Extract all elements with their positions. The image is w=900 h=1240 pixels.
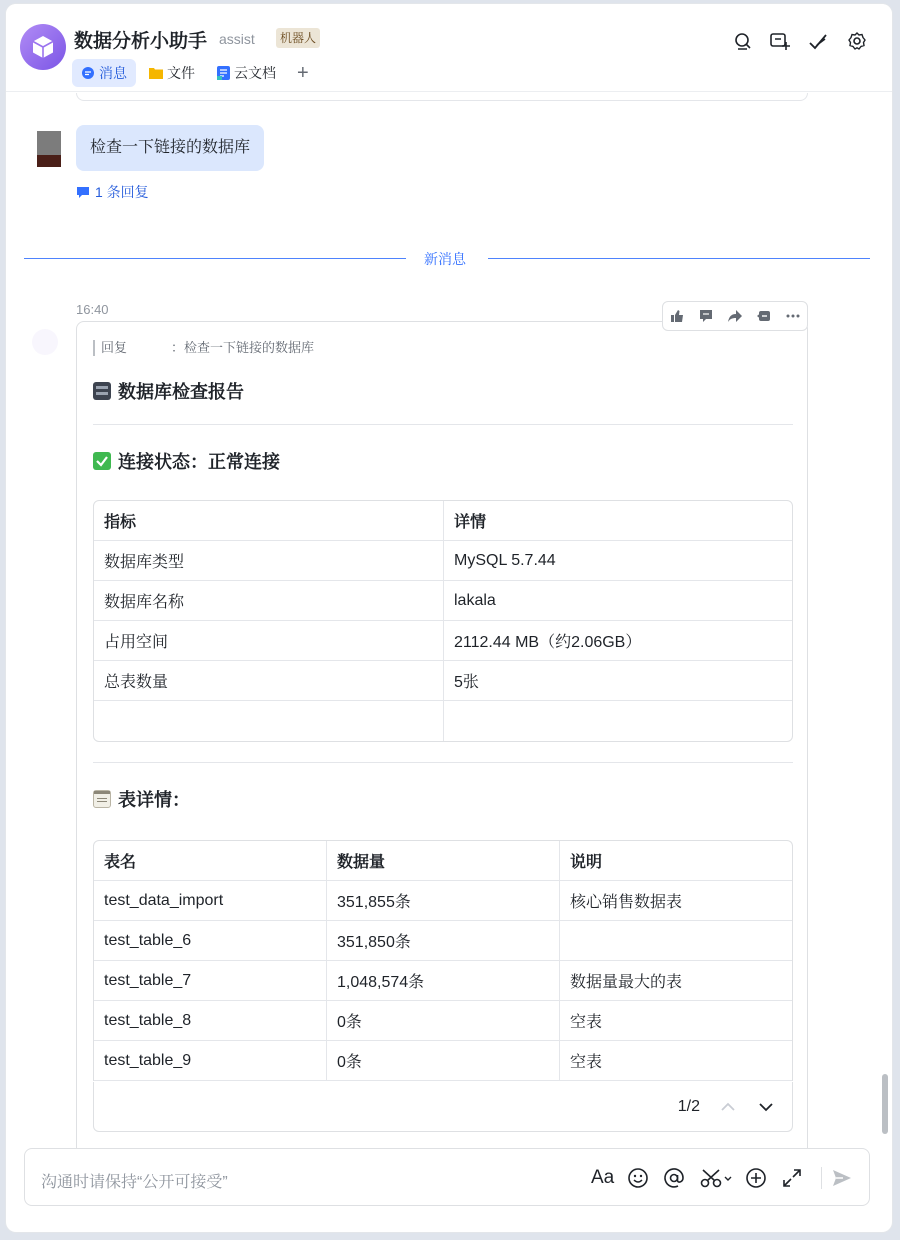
chat-window — [6, 4, 892, 1232]
table-cell: MySQL 5.7.44 — [444, 541, 792, 581]
table-cell: 0条 — [327, 1001, 560, 1041]
table-cell: lakala — [444, 581, 792, 621]
message-input-placeholder[interactable]: 沟通时请保持“公开可接受” — [41, 1174, 228, 1191]
notepad-icon — [93, 790, 111, 808]
table-header-cell: 指标 — [94, 501, 444, 541]
table-cell: test_table_7 — [94, 961, 327, 1001]
table-cell: test_table_6 — [94, 921, 327, 961]
reply-icon — [76, 186, 90, 199]
message-timestamp: 16:40 — [76, 302, 109, 317]
table-cell — [560, 921, 792, 961]
reply-count-text: 1 条回复 — [95, 184, 149, 200]
tab-docs-label: 云文档 — [234, 65, 276, 81]
table-cell: 2112.44 MB（约2.06GB） — [444, 621, 792, 661]
file-cabinet-icon — [93, 382, 111, 400]
table-header-row — [94, 501, 792, 541]
table-row — [94, 541, 792, 581]
table-header-cell: 说明 — [560, 841, 792, 881]
add-member-icon[interactable] — [767, 28, 793, 54]
table-cell: 数据库类型 — [94, 541, 444, 581]
message-composer[interactable] — [24, 1148, 870, 1206]
chat-subtitle: assist — [219, 31, 255, 47]
tables-heading — [93, 786, 190, 812]
chat-tabs — [72, 58, 317, 88]
tab-messages-label: 消息 — [99, 65, 127, 81]
table-cell — [444, 701, 792, 741]
table-row — [94, 621, 792, 661]
message-actions-toolbar — [662, 301, 808, 331]
user-avatar[interactable] — [37, 131, 61, 167]
expand-icon[interactable] — [781, 1165, 803, 1191]
check-mark-icon — [93, 452, 111, 470]
table-cell: test_table_8 — [94, 1001, 327, 1041]
user-message-bubble[interactable]: 检查一下链接的数据库 — [76, 125, 264, 171]
table-row — [94, 1041, 792, 1081]
report-heading-text: 数据库检查报告 — [118, 382, 244, 402]
screenshot-icon[interactable] — [699, 1165, 733, 1191]
pin-icon[interactable] — [805, 28, 831, 54]
bot-message-avatar[interactable] — [32, 329, 58, 355]
report-heading — [93, 378, 244, 404]
tab-docs[interactable] — [208, 59, 285, 87]
message-list — [6, 93, 892, 1148]
table-row — [94, 961, 792, 1001]
format-button[interactable] — [591, 1165, 614, 1191]
table-cell: 数据库名称 — [94, 581, 444, 621]
format-icon: Aa — [591, 1167, 615, 1188]
comment-icon[interactable] — [698, 308, 714, 324]
gear-icon[interactable] — [844, 28, 870, 54]
table-cell: 核心销售数据表 — [560, 881, 792, 921]
new-messages-divider-label: 新消息 — [424, 251, 466, 267]
add-circle-icon[interactable] — [745, 1165, 767, 1191]
table-cell: 1,048,574条 — [327, 961, 560, 1001]
reply-quote-text: ：检查一下链接的数据库 — [171, 340, 315, 355]
table-row — [94, 661, 792, 701]
send-icon[interactable] — [831, 1165, 853, 1191]
reply-quote[interactable] — [93, 340, 314, 356]
table-cell: 空表 — [560, 1001, 792, 1041]
divider — [93, 762, 793, 763]
previous-message-card — [76, 93, 808, 101]
table-cell: 351,855条 — [327, 881, 560, 921]
chevron-up-icon[interactable] — [720, 1100, 736, 1118]
folder-icon — [149, 67, 163, 79]
page-indicator: 1/2 — [677, 1098, 700, 1115]
status-table — [93, 500, 793, 742]
tab-files-label: 文件 — [167, 65, 195, 81]
table-cell: 5张 — [444, 661, 792, 701]
chat-title: 数据分析小助手 — [74, 31, 208, 52]
doc-icon — [217, 66, 230, 80]
table-header-row — [94, 841, 792, 881]
table-row — [94, 581, 792, 621]
reply-quote-prefix: 回复 — [101, 340, 128, 355]
emoji-icon[interactable] — [627, 1165, 649, 1191]
table-header-cell: 表名 — [94, 841, 327, 881]
search-icon[interactable] — [730, 28, 756, 54]
quote-reply-icon[interactable] — [756, 308, 772, 324]
add-tab-button[interactable]: + — [297, 62, 309, 84]
cube-icon — [30, 34, 56, 60]
toolbar-separator — [821, 1167, 822, 1189]
bot-badge: 机器人 — [276, 28, 320, 48]
chat-bubble-icon — [81, 66, 95, 80]
tab-messages[interactable] — [72, 59, 136, 87]
mention-icon[interactable] — [663, 1165, 685, 1191]
new-messages-divider-right — [488, 258, 870, 259]
table-cell: test_data_import — [94, 881, 327, 921]
table-row — [94, 921, 792, 961]
table-header-cell: 数据量 — [327, 841, 560, 881]
table-cell: 占用空间 — [94, 621, 444, 661]
reply-count-link[interactable] — [76, 182, 149, 202]
table-cell: 351,850条 — [327, 921, 560, 961]
table-cell — [94, 701, 444, 741]
more-icon[interactable] — [785, 308, 801, 324]
table-row — [94, 701, 792, 741]
bot-avatar[interactable] — [20, 24, 66, 70]
chevron-down-icon[interactable] — [758, 1100, 774, 1118]
divider — [93, 424, 793, 425]
forward-icon[interactable] — [727, 308, 743, 324]
bot-report-card — [76, 321, 808, 1148]
tables-heading-text: 表详情： — [118, 790, 190, 810]
table-cell: test_table_9 — [94, 1041, 327, 1081]
table-row — [94, 1001, 792, 1041]
thumbs-up-icon[interactable] — [669, 308, 685, 324]
table-cell: 数据量最大的表 — [560, 961, 792, 1001]
tables-table — [93, 840, 793, 1081]
scrollbar-thumb[interactable] — [882, 1074, 888, 1134]
status-heading — [93, 448, 280, 474]
table-cell: 0条 — [327, 1041, 560, 1081]
table-row — [94, 881, 792, 921]
tab-files[interactable] — [140, 59, 204, 87]
table-pager — [93, 1082, 793, 1132]
table-header-cell: 详情 — [444, 501, 792, 541]
status-heading-text: 连接状态：正常连接 — [118, 452, 280, 472]
table-cell: 空表 — [560, 1041, 792, 1081]
chat-header — [6, 4, 892, 92]
new-messages-divider-left — [24, 258, 406, 259]
table-cell: 总表数量 — [94, 661, 444, 701]
